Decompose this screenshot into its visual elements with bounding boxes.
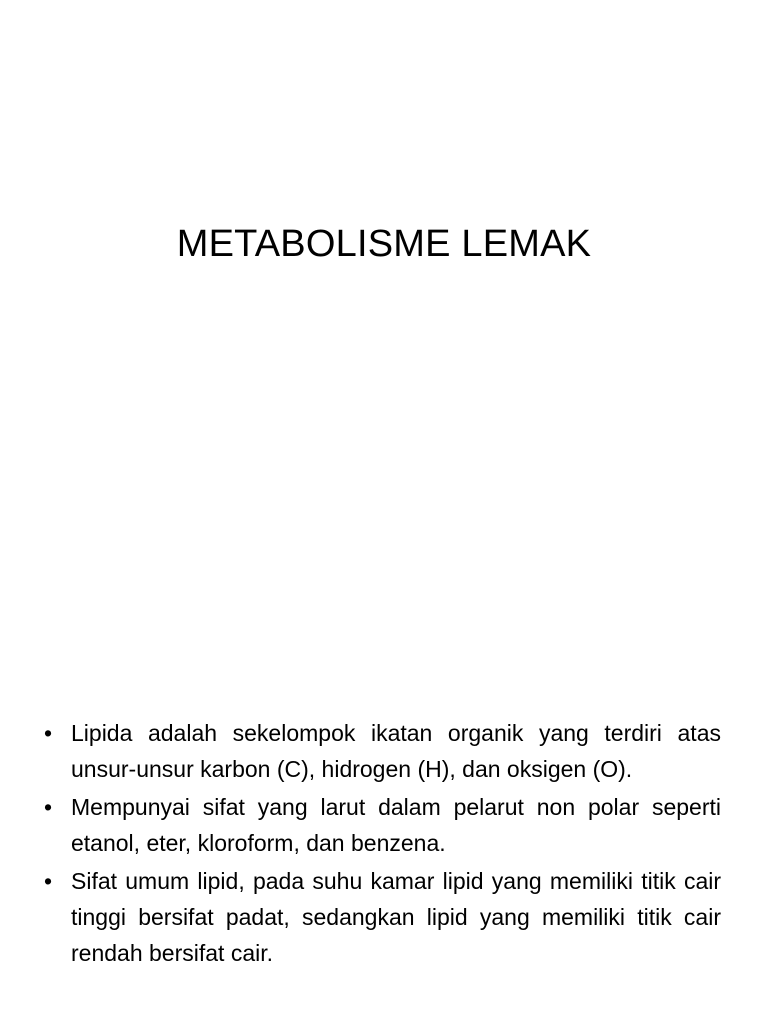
bullet-list [44,715,721,973]
bullet-dot-icon: • [44,720,53,746]
bullet-text: Lipida adalah sekelompok ikatan organik yang terdiri atas unsur-unsur karbon (C), hidrogen (H), dan oksigen (O). [71,720,721,782]
bullet-item [44,789,721,861]
page-title: METABOLISME LEMAK [176,223,592,265]
bullet-text: Sifat umum lipid, pada suhu kamar lipid yang memiliki titik cair tinggi bersifat padat, sedangkan lipid yang memiliki titik cair rendah bersifat cair. [71,868,721,966]
bullet-dot-icon: • [44,868,53,894]
bullet-text: Mempunyai sifat yang larut dalam pelarut non polar seperti etanol, eter, kloroform, dan benzena. [71,794,721,856]
bullet-dot-icon: • [44,794,53,820]
bullet-item [44,715,721,787]
bullet-item [44,863,721,971]
